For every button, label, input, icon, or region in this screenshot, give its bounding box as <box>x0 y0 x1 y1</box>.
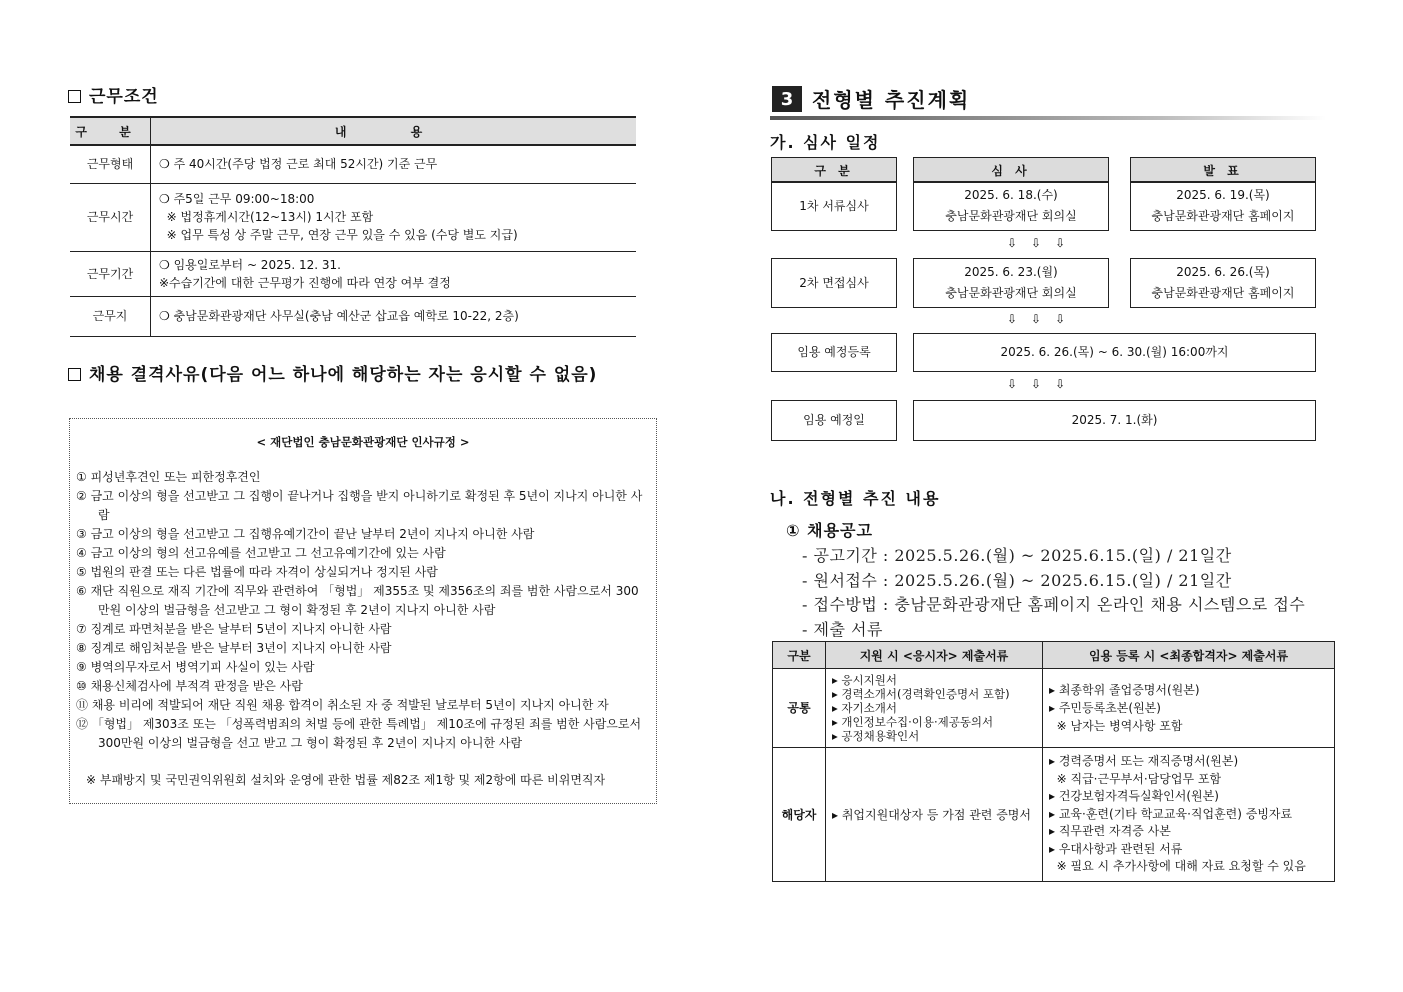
posting-item: - 원서접수 : 2025.5.26.(월) ~ 2025.6.15.(일) / 21일간 <box>802 570 1232 590</box>
docs-register-cell: ▸ 최종학위 졸업증명서(원본) ▸ 주민등록초본(원본) ※ 남자는 병역사항 포함 <box>1043 669 1335 748</box>
row-content: ❍ 주5일 근무 09:00~18:00 ※ 법정휴게시간(12~13시) 1시간 포함 ※ 업무 특성 상 주말 근무, 연장 근무 있을 수 있음 (수당 별도 지급) <box>151 183 637 251</box>
section-number-badge: 3 <box>772 86 802 112</box>
section-underline <box>770 116 1326 120</box>
docs-apply-cell: ▸ 응시지원서 ▸ 경력소개서(경력확인증명서 포함) ▸ 자기소개서 ▸ 개인정보수집·이용·제공동의서 ▸ 공정채용확인서 <box>826 669 1043 748</box>
schedule-exam-cell: 2025. 6. 18.(수) 충남문화관광재단 회의실 <box>913 181 1109 231</box>
docs-header-apply: 지원 시 <응시자> 제출서류 <box>826 642 1043 669</box>
checkbox-square-icon <box>68 368 81 381</box>
work-conditions-heading: 근무조건 <box>68 82 159 107</box>
rule-item: ⑦ 징계로 파면처분을 받은 날부터 5년이 지나지 아니한 사람 <box>76 622 392 636</box>
rule-item: ① 피성년후견인 또는 피한정후견인 <box>76 470 261 484</box>
rule-item: ⑪ 채용 비리에 적발되어 재단 직원 채용 합격이 취소된 자 중 적발된 날로부터 5년이 지나지 아니한 자 <box>76 698 609 712</box>
row-key: 근무형태 <box>70 145 151 183</box>
schedule-header-exam: 심 사 <box>913 157 1109 183</box>
checkbox-square-icon <box>68 90 81 103</box>
row-key: 근무기간 <box>70 251 151 296</box>
docs-header-register: 임용 등록 시 <최종합격자> 제출서류 <box>1043 642 1335 669</box>
rule-item: ⑫ 「형법」 제303조 또는 「성폭력범죄의 처벌 등에 관한 특례법」 제10조에 규정된 죄를 범한 사람으로서 300만원 이상의 벌금형을 선고 받고 그 형이 확정된 후 2년이 지나지 아니한 사람 <box>76 717 642 750</box>
row-key: 근무지 <box>70 296 151 336</box>
posting-title: ① 채용공고 <box>786 521 873 540</box>
schedule-header-announce: 발 표 <box>1130 157 1316 183</box>
process-title: 나. 전형별 추진 내용 <box>770 489 941 508</box>
row-content: ❍ 주 40시간(주당 법정 근로 최대 52시간) 기준 근무 <box>151 145 637 183</box>
rule-item: ⑥ 재단 직원으로 재직 기간에 직무와 관련하여 「형법」 제355조 및 제356조의 죄를 범한 사람으로서 300만원 이상의 벌금형을 선고받고 그 형이 확정된 후 2년이 지나지 아니한 사람 <box>76 584 639 617</box>
docs-row-key: 공통 <box>773 669 826 748</box>
row-key: 근무시간 <box>70 183 151 251</box>
work-conditions-table <box>70 116 636 337</box>
row-content: ❍ 임용일로부터 ~ 2025. 12. 31. ※수습기간에 대한 근무평가 진행에 따라 연장 여부 결정 <box>151 251 637 296</box>
rule-item: ③ 금고 이상의 형을 선고받고 그 집행유예기간이 끝난 날부터 2년이 지나지 아니한 사람 <box>76 527 535 541</box>
docs-register-cell: ▸ 경력증명서 또는 재직증명서(원본) ※ 직급·근무부서·담당업무 포함 ▸ 건강보험자격득실확인서(원본) ▸ 교육·훈련(기타 학교교육·직업훈련) 증빙자료 ▸ 직무관련 자격증 사본 ▸ 우대사항과 관련된 서류 ※ 필요 시 추가사항에 대해 자료 요청할 수 있음 <box>1043 748 1335 882</box>
rule-note: ※ 부패방지 및 국민권익위원회 설치와 운영에 관한 법률 제82조 제1항 및 제2항에 따른 비위면직자 <box>86 773 606 787</box>
schedule-row-label: 2차 면접심사 <box>771 258 897 308</box>
rule-item: ④ 금고 이상의 형의 선고유예를 선고받고 그 선고유예기간에 있는 사람 <box>76 546 446 560</box>
down-arrow-icon: ⇩⇩⇩ <box>1007 312 1080 326</box>
rule-item: ⑤ 법원의 판결 또는 다른 법률에 따라 자격이 상실되거나 정지된 사람 <box>76 565 438 579</box>
schedule-span-cell: 2025. 6. 26.(목) ~ 6. 30.(월) 16:00까지 <box>913 333 1316 372</box>
rule-item: ⑩ 채용신체검사에 부적격 판정을 받은 사람 <box>76 679 303 693</box>
docs-apply-cell: ▸ 취업지원대상자 등 가점 관련 증명서 <box>826 748 1043 882</box>
schedule-exam-cell: 2025. 6. 23.(월) 충남문화관광재단 회의실 <box>913 258 1109 308</box>
schedule-title: 가. 심사 일정 <box>770 133 881 152</box>
rule-item: ⑧ 징계로 해임처분을 받은 날부터 3년이 지나지 아니한 사람 <box>76 641 392 655</box>
posting-item: - 접수방법 : 충남문화관광재단 홈페이지 온라인 채용 시스템으로 접수 <box>802 595 1306 614</box>
rule-item: ⑨ 병역의무자로서 병역기피 사실이 있는 사람 <box>76 660 315 674</box>
schedule-announce-cell: 2025. 6. 19.(목) 충남문화관광재단 홈페이지 <box>1130 181 1316 231</box>
rule-item: ② 금고 이상의 형을 선고받고 그 집행이 끝나거나 집행을 받지 아니하기로 확정된 후 5년이 지나지 아니한 사람 <box>76 489 643 522</box>
header-category: 구 분 <box>70 117 151 145</box>
schedule-row-label: 임용 예정일 <box>771 400 897 441</box>
schedule-span-cell: 2025. 7. 1.(화) <box>913 400 1316 441</box>
rule-box-title: < 재단법인 충남문화관광재단 인사규정 > <box>256 435 470 449</box>
row-content: ❍ 충남문화관광재단 사무실(충남 예산군 삽교읍 예학로 10-22, 2층) <box>151 296 637 336</box>
docs-header-category: 구분 <box>773 642 826 669</box>
docs-row-key: 해당자 <box>773 748 826 882</box>
schedule-header-category: 구 분 <box>771 157 897 183</box>
schedule-row-label: 임용 예정등록 <box>771 333 897 372</box>
disqualification-box <box>69 418 657 804</box>
section-title: 전형별 추진계획 <box>812 88 971 112</box>
schedule-row-label: 1차 서류심사 <box>771 181 897 231</box>
posting-item: - 제출 서류 <box>802 619 883 639</box>
schedule-announce-cell: 2025. 6. 26.(목) 충남문화관광재단 홈페이지 <box>1130 258 1316 308</box>
down-arrow-icon: ⇩⇩⇩ <box>1007 236 1080 250</box>
posting-list <box>802 544 1305 642</box>
down-arrow-icon: ⇩⇩⇩ <box>1007 377 1080 391</box>
posting-item: - 공고기간 : 2025.5.26.(월) ~ 2025.6.15.(일) / 21일간 <box>802 546 1232 565</box>
header-content: 내 용 <box>151 117 637 145</box>
documents-table <box>772 641 1335 882</box>
disqualification-heading: 채용 결격사유(다음 어느 하나에 해당하는 자는 응시할 수 없음) <box>68 360 597 385</box>
